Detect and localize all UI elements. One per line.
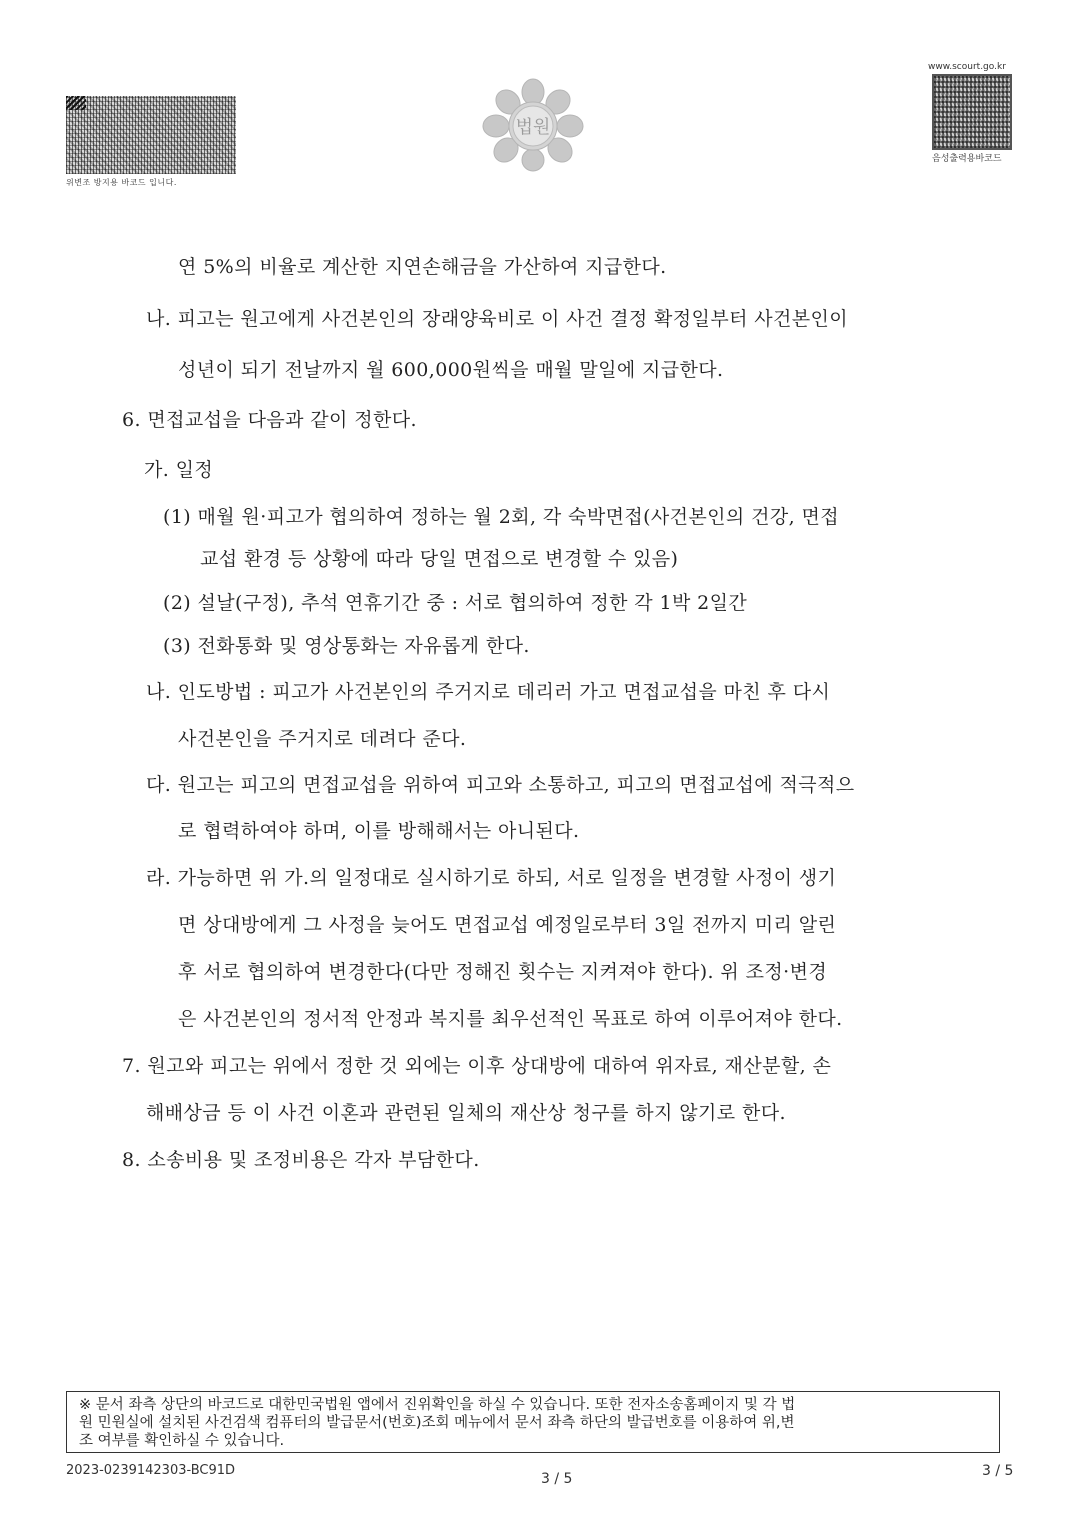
body-line: 해배상금 등 이 사건 이혼과 관련된 일체의 재산상 청구를 하지 않기로 한다. [146,1102,786,1124]
body-line: 은 사건본인의 정서적 안정과 복지를 최우선적인 목표로 하여 이루어져야 한다. [178,1008,843,1030]
body-line: 사건본인을 주거지로 데려다 준다. [178,728,467,750]
notice-line: ※ 문서 좌측 상단의 바코드로 대한민국법원 앱에서 진위확인을 하실 수 있습니다. 또한 전자소송홈페이지 및 각 법 [79,1397,796,1413]
body-line: 가. 일정 [144,459,214,481]
body-line: 후 서로 협의하여 변경한다(다만 정해진 횟수는 지켜져야 한다). 위 조정·변경 [178,961,828,983]
voice-output-barcode [932,74,1012,150]
body-line: 나. 인도방법 : 피고가 사건본인의 주거지로 데리러 가고 면접교섭을 마친 후 다시 [146,681,831,703]
body-line: (3) 전화통화 및 영상통화는 자유롭게 한다. [163,635,530,657]
site-url: www.scourt.go.kr [928,62,1006,72]
barcode-corner-mark [66,96,86,110]
page-number-right: 3 / 5 [982,1463,1014,1479]
body-line: 면 상대방에게 그 사정을 늦어도 면접교섭 예정일로부터 3일 전까지 미리 알린 [178,914,837,936]
body-line: 라. 가능하면 위 가.의 일정대로 실시하기로 하되, 서로 일정을 변경할 사정이 생기 [146,867,837,889]
body-line: 다. 원고는 피고의 면접교섭을 위하여 피고와 소통하고, 피고의 면접교섭에 적극적으 [146,774,855,796]
verification-notice [66,1391,1000,1453]
body-line: 8. 소송비용 및 조정비용은 각자 부담한다. [122,1149,480,1171]
document-number: 2023-0239142303-BC91D [66,1463,236,1478]
notice-line: 조 여부를 확인하실 수 있습니다. [79,1433,285,1449]
body-line: 교섭 환경 등 상황에 따라 당일 면접으로 변경할 수 있음) [200,548,679,570]
qr-caption: 음성출력용바코드 [932,154,1002,164]
body-line: 로 협력하여야 하며, 이를 방해해서는 아니된다. [178,820,580,842]
body-line: 성년이 되기 전날까지 월 600,000원씩을 매월 말일에 지급한다. [178,359,724,381]
body-line: 6. 면접교섭을 다음과 같이 정한다. [122,409,417,431]
emblem-text: 법원 [515,117,551,138]
barcode-caption: 위변조 방지용 바코드 입니다. [66,178,177,187]
verification-barcode [66,96,236,174]
court-emblem-icon [478,76,588,172]
notice-line: 원 민원실에 설치된 사건검색 컴퓨터의 발급문서(번호)조회 메뉴에서 문서 좌측 하단의 발급번호를 이용하여 위,변 [79,1415,795,1431]
body-line: 나. 피고는 원고에게 사건본인의 장래양육비로 이 사건 결정 확정일부터 사건본인이 [146,308,849,330]
body-line: (2) 설날(구정), 추석 연휴기간 중 : 서로 협의하여 정한 각 1박 2일간 [163,592,748,614]
page-number-center: 3 / 5 [541,1471,573,1487]
body-line: 연 5%의 비율로 계산한 지연손해금을 가산하여 지급한다. [178,256,667,278]
body-line: (1) 매월 원·피고가 협의하여 정하는 월 2회, 각 숙박면접(사건본인의 건강, 면접 [163,506,839,528]
body-line: 7. 원고와 피고는 위에서 정한 것 외에는 이후 상대방에 대하여 위자료, 재산분할, 손 [122,1055,832,1077]
